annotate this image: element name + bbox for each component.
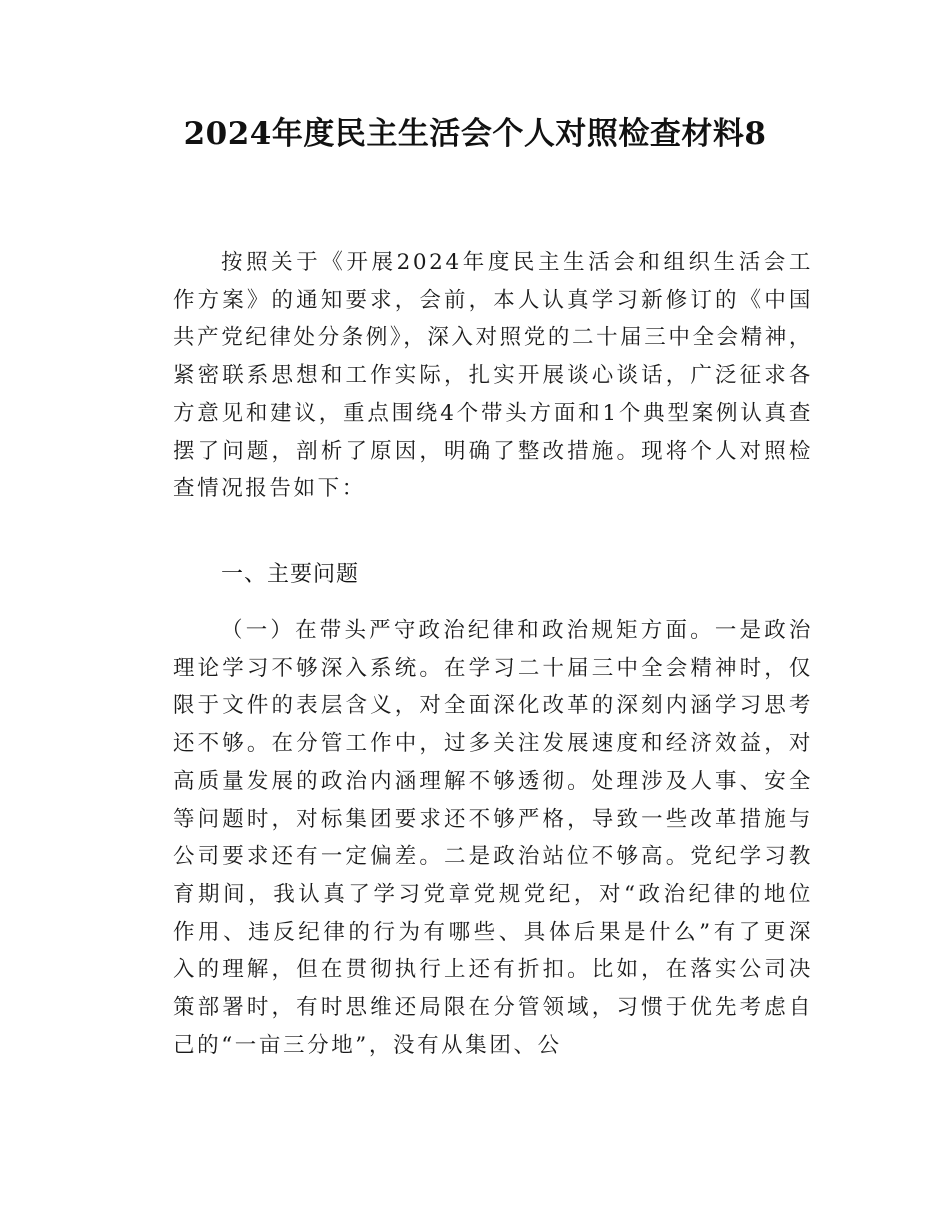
section-one-paragraph: （一）在带头严守政治纪律和政治规矩方面。一是政治理论学习不够深入系统。在学习二十届三中全会精神时，仅限于文件的表层含义，对全面深化改革的深刻内涵学习思考还不够。在分管工作中，过多关注发展速度和经济效益，对高质量发展的政治内涵理解不够透彻。处理涉及人事、安全等问题时，对标集团要求还不够严格，导致一些改革措施与公司要求还有一定偏差。二是政治站位不够高。党纪学习教育期间，我认真了学习党章党规党纪，对“政治纪律的地位作用、违反纪律的行为有哪些、具体后果是什么”有了更深入的理解，但在贯彻执行上还有折扣。比如，在落实公司决策部署时，有时思维还局限在分管领域，习惯于优先考虑自己的“一亩三分地”，没有从集团、公 <box>173 618 813 1058</box>
section-heading: 一、主要问题 <box>221 562 360 587</box>
intro-paragraph: 按照关于《开展2024年度民主生活会和组织生活会工作方案》的通知要求，会前，本人认真学习新修订的《中国共产党纪律处分条例》，深入对照党的二十届三中全会精神，紧密联系思想和工作实际，扎实开展谈心谈话，广泛征求各方意见和建议，重点围绕4个带头方面和1个典型案例认真查摆了问题，剖析了原因，明确了整改措施。现将个人对照检查情况报告如下： <box>173 250 813 502</box>
document-title: 2024年度民主生活会个人对照检查材料8 <box>183 116 767 152</box>
